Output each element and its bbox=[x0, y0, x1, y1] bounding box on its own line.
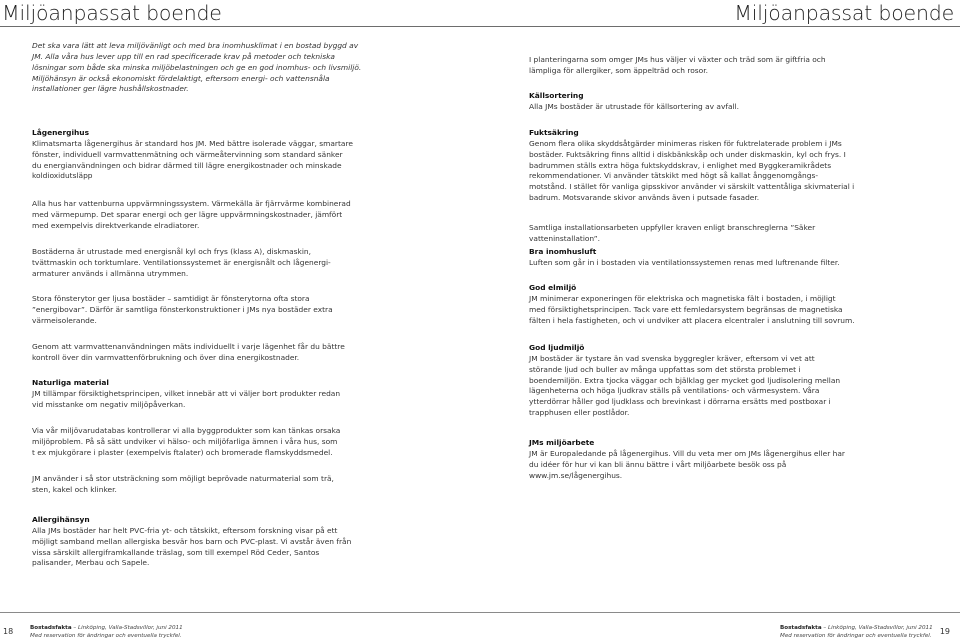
body-paragraph: Alla JMs bostäder har helt PVC-fria yt- och tätskikt, eftersom forskning visar på ett möjligt samband mellan allergiska besvär hos barn och PVC-plast. Vi avstår även från vissa särskilt allergiframkallande träslag, som till exempel Röd Ceder, Santos palisander, Merbau och Sapele. bbox=[32, 525, 352, 568]
section-heading: Naturliga material bbox=[32, 378, 109, 387]
section-heading: Bra inomhusluft bbox=[529, 247, 597, 256]
body-paragraph: JM minimerar exponeringen för elektriska och magnetiska fält i bostaden, i möjligt med försiktighetsprincipen. Tack vare ett femledarsystem begränsas de magnetiska fälten i hela fastigheten, och vi undviker att placera elcentraler i anslutning till sovrum. bbox=[529, 293, 855, 325]
body-paragraph: Alla JMs bostäder är utrustade för källsortering av avfall. bbox=[529, 101, 740, 111]
left-page-title: Miljöanpassat boende bbox=[0, 0, 480, 27]
page-number: 18 bbox=[3, 627, 14, 636]
section-heading: God elmiljö bbox=[529, 283, 577, 292]
footer-text bbox=[780, 625, 933, 640]
section-allergihansyn bbox=[32, 515, 368, 569]
body-paragraph: Luften som går in i bostaden via ventilationssystemen renas med luftrenande filter. bbox=[529, 257, 840, 267]
right-footer bbox=[480, 612, 960, 642]
left-footer bbox=[0, 612, 480, 642]
footer-detail: – Linköping, Valla-Stadsvillor, juni 2011 bbox=[821, 625, 933, 631]
section-lagenergihus bbox=[32, 128, 368, 182]
section-heading: Allergihänsyn bbox=[32, 515, 90, 524]
section-god-elmiljo bbox=[529, 283, 881, 326]
body-paragraph: Stora fönsterytor ger ljusa bostäder – samtidigt är fönsterytorna ofta stora ”energibovar”. Därför är samtliga fönsterkonstruktioner i JMs nya bostäder extra värmeisolerande. bbox=[32, 294, 333, 325]
section-fuktsakring bbox=[529, 128, 881, 204]
body-paragraph: Genom att varmvattenanvändningen mäts individuellt i varje lägenhet får du bättre kontroll över din varmvattenförbrukning och över dina energikostnader. bbox=[32, 342, 345, 362]
footer-text bbox=[30, 625, 183, 640]
body-paragraph: Samtliga installationsarbeten uppfyller kraven enligt branschreglerna ”Säker vatteninstallation”. bbox=[529, 223, 816, 243]
body-paragraph: Alla hus har vattenburna uppvärmningssystem. Värmekälla är fjärrvärme kombinerad med värmepump. Det sparar energi och ger lägre uppvärmningskostnader, jämfört med exempelvis direktverkande elradiatorer. bbox=[32, 199, 351, 230]
body-paragraph: JM är Europaledande på lågenergihus. Vill du veta mer om JMs lågenergihus eller har du idéer för hur vi kan bli ännu bättre i vårt miljöarbete besök oss på www.jm.se/lågenergihus. bbox=[529, 448, 845, 480]
section-jms-miljoarbete bbox=[529, 438, 881, 481]
body-paragraph: Bostäderna är utrustade med energisnål kyl och frys (klass A), diskmaskin, tvättmaskin och torktumlare. Ventilationssystemet är energisnålt och lågenergi- armaturer används i allmänna utrymmen. bbox=[32, 247, 331, 278]
right-page-title: Miljöanpassat boende bbox=[480, 0, 960, 27]
footer-note: Med reservation för ändringar och eventuella tryckfel. bbox=[780, 632, 932, 639]
right-page bbox=[480, 0, 960, 642]
section-naturliga-material bbox=[32, 378, 368, 411]
left-column bbox=[32, 41, 368, 95]
body-paragraph: I planteringarna som omger JMs hus väljer vi växter och träd som är giftfria och lämpliga för allergiker, som äppelträd och rosor. bbox=[529, 55, 826, 75]
body-paragraph: Genom flera olika skyddsåtgärder minimeras risken för fuktrelaterade problem i JMs bostäder. Fuktsäkring finns alltid i diskbänkskåp och under diskmaskin, kyl och frys. I badrummen ställs extra höga fuktskyddskrav, i enlighet med Byggkeramikrådets rekommendationer. Vi använder tätskikt med högt så kallat ånggenomgångs- motstånd. I stället för vanliga gipsskivor använder vi särskilt vattentåliga skivmaterial i badrum. Motsvarande skivor används även i putsade fasader. bbox=[529, 138, 855, 203]
body-paragraph: JM tillämpar försiktighetsprincipen, vilket innebär att vi väljer bort produkter redan vid misstanke om negativ miljöpåverkan. bbox=[32, 388, 341, 409]
section-fuktsakring-p2 bbox=[529, 223, 881, 245]
footer-publication: Bostadsfakta bbox=[780, 625, 822, 631]
body-paragraph: Via vår miljövarudatabas kontrollerar vi alla byggprodukter som kan tänkas orsaka miljöproblem. På så sätt undviker vi hälso- och miljöfarliga ämnen i våra hus, som t ex mjukgörare i plaster (exempelvis ftalater) och bromerade flamskyddsmedel. bbox=[32, 426, 341, 457]
section-naturliga-material-p3 bbox=[32, 474, 368, 496]
section-kallsortering bbox=[529, 91, 881, 113]
section-heading: Källsortering bbox=[529, 91, 584, 100]
body-paragraph: JM bostäder är tystare än vad svenska byggregler kräver, eftersom vi vet att störande ljud och buller av många uppfattas som det största problemet i boendemiljön. Extra tjocka väggar och bjälklag ger mycket god ljudisolering mellan lägenheterna och höga ljudkrav ställs på ventilations- och värmesystem. Våra ytterdörrar håller god ljudklass och brevinkast i dörrarna ersätts med postboxar i trapphusen eller postlådor. bbox=[529, 353, 841, 418]
footer-publication: Bostadsfakta bbox=[30, 625, 72, 631]
body-paragraph: JM använder i så stor utsträckning som möjligt beprövade naturmaterial som trä, sten, kakel och klinker. bbox=[32, 474, 334, 494]
footer-note: Med reservation för ändringar och eventuella tryckfel. bbox=[30, 632, 182, 639]
page-number: 19 bbox=[939, 627, 950, 636]
body-paragraph: Klimatsmarta lågenergihus är standard hos JM. Med bättre isolerade väggar, smartare fönster, individuell varmvattenmätning och värmeåtervinning som standard sänker du energianvändningen och bidrar därmed till lägre energikostnader och minskade koldioxidutsläpp bbox=[32, 138, 353, 181]
section-heading: Lågenergihus bbox=[32, 128, 90, 137]
section-lagenergihus-p3 bbox=[32, 247, 368, 280]
section-planteringar bbox=[529, 55, 881, 77]
section-heading: JMs miljöarbete bbox=[529, 438, 595, 447]
section-lagenergihus-p2 bbox=[32, 199, 368, 232]
section-heading: Fuktsäkring bbox=[529, 128, 579, 137]
section-lagenergihus-p5 bbox=[32, 342, 368, 364]
section-bra-inomhusluft bbox=[529, 247, 881, 269]
intro-paragraph: Det ska vara lätt att leva miljövänligt och med bra inomhusklimat i en bostad byggd av JM. Alla våra hus lever upp till en rad specificerade krav på metoder och tekniska lösningar som både ska minska miljöbelastningen och ge en god inomhus- och livsmiljö. Miljöhänsyn är också ekonomiskt fördelaktigt, eftersom energi- och vattensnåla installationer ger lägre hushållskostnader. bbox=[32, 41, 362, 94]
footer-detail: – Linköping, Valla-Stadsvillor, juni 2011 bbox=[71, 625, 183, 631]
section-naturliga-material-p2 bbox=[32, 426, 368, 459]
section-heading: God ljudmiljö bbox=[529, 343, 585, 352]
section-god-ljudmiljo bbox=[529, 343, 881, 419]
section-lagenergihus-p4 bbox=[32, 294, 368, 327]
